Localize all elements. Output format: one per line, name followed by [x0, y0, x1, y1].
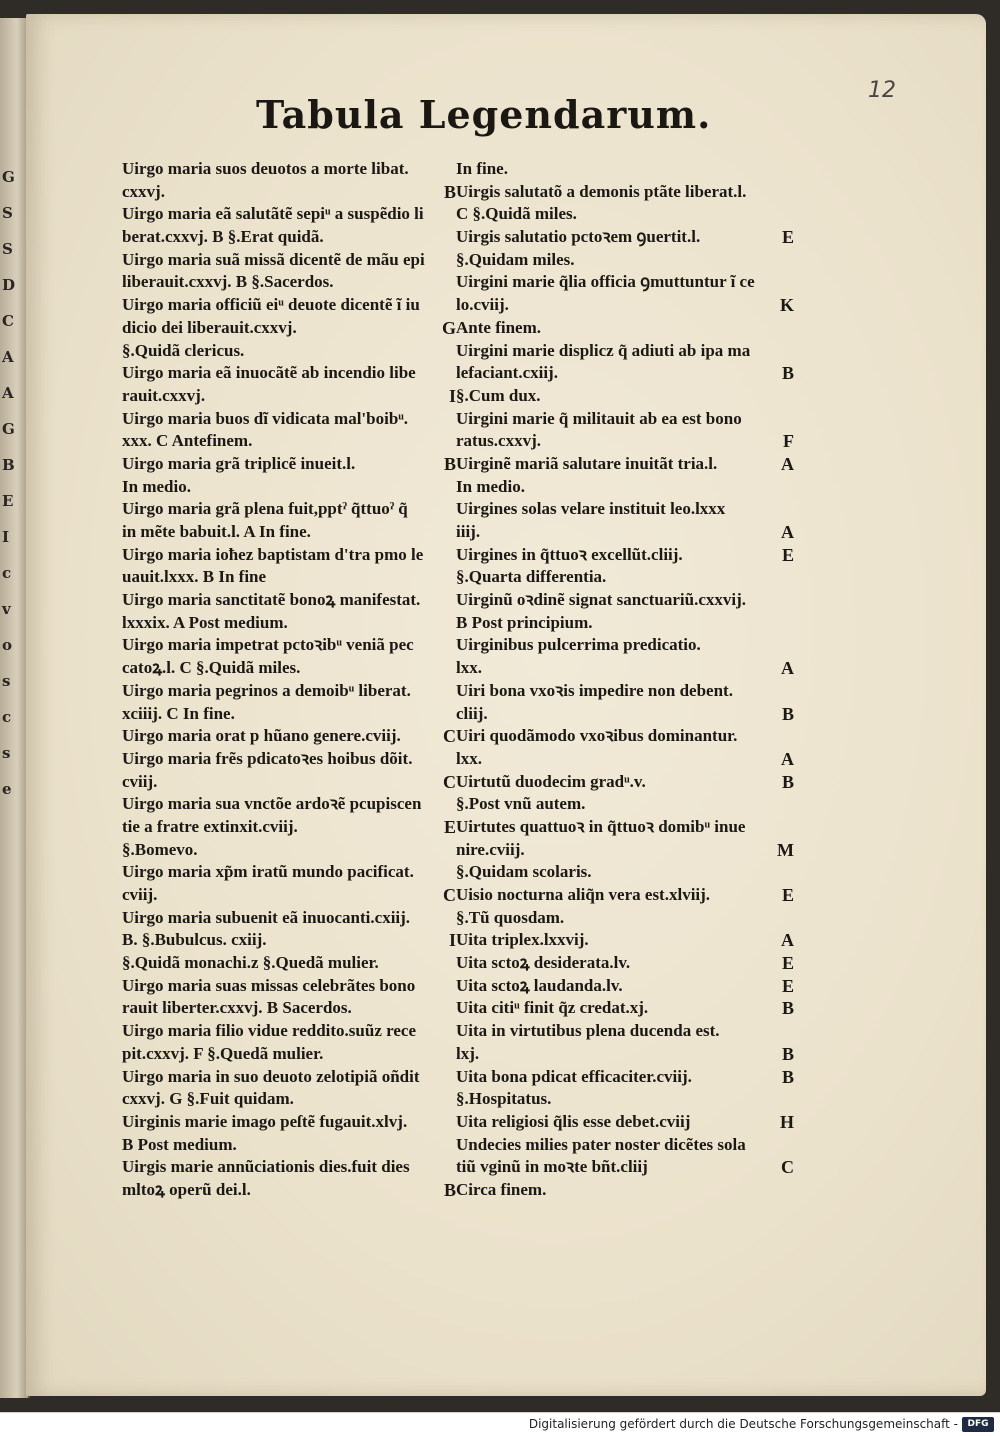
- book-page: [26, 14, 986, 1396]
- left-column-line: [122, 566, 458, 589]
- section-letter-marker: C: [781, 1157, 794, 1178]
- section-letter-marker: F: [783, 431, 794, 452]
- section-letter-marker: H: [779, 1111, 794, 1132]
- right-column-line: [456, 203, 796, 226]
- left-column-line: [122, 1043, 458, 1066]
- right-column-line: [456, 294, 796, 317]
- entry-text: Uirgo maria impetrat pctoꝛibᵘ veniã pec: [122, 635, 414, 655]
- section-letter-marker: B: [443, 181, 456, 202]
- section-letter-marker: B: [781, 1043, 794, 1064]
- left-column-line: [122, 271, 458, 294]
- right-column-line: [456, 566, 796, 589]
- entry-text: lefaciant.cxiij.: [456, 363, 558, 383]
- entry-text: Uirgo maria pegrinos a demoibᵘ liberat.: [122, 680, 411, 700]
- entry-text: Uiri quodãmodo vxoꝛibus dominantur.: [456, 726, 738, 746]
- entry-text: Uirgo maria in suo deuoto zelotipiã oñdit: [122, 1066, 420, 1086]
- entry-text: §.Quarta differentia.: [456, 567, 607, 587]
- entry-text: §.Tũ quosdam.: [456, 907, 565, 927]
- right-column-line: [456, 1088, 796, 1111]
- entry-text: Uirginis marie imago peſtẽ fugauit.xlvj.: [122, 1111, 408, 1131]
- entry-text: lxx.: [456, 748, 482, 768]
- right-column-line: [456, 907, 796, 930]
- entry-text: Uita citiᵘ finit q̃z credat.xj.: [456, 998, 649, 1018]
- left-column-line: [122, 317, 458, 340]
- entry-text: Uirgines solas velare instituit leo.lxxx: [456, 499, 726, 519]
- right-column-line: [456, 453, 796, 476]
- footer-credit-text: Digitalisierung gefördert durch die Deutsche Forschungsgemeinschaft -: [528, 1417, 958, 1431]
- left-column-line: [122, 703, 458, 726]
- entry-text: Uiri bona vxoꝛis impedire non debent.: [456, 680, 733, 700]
- left-column-line: [122, 997, 458, 1020]
- section-letter-marker: K: [779, 295, 794, 316]
- entry-text: Uita sctoꝝ desiderata.lv.: [456, 953, 631, 973]
- section-letter-marker: B: [443, 1179, 456, 1200]
- right-column-line: [456, 1020, 796, 1043]
- left-column-line: [122, 181, 458, 204]
- section-letter-marker: A: [781, 453, 794, 474]
- entry-text: in mẽte babuit.l. A In fine.: [122, 522, 311, 541]
- section-letter-marker: M: [777, 839, 794, 860]
- section-letter-marker: B: [781, 998, 794, 1019]
- entry-text: Uirgo maria grã plena fuit,pptˀ q̃ttuoˀ q̃: [122, 499, 408, 519]
- section-letter-marker: B: [443, 453, 456, 474]
- left-column-line: [122, 725, 458, 748]
- entry-text: Uirginẽ mariã salutare inuitãt tria.l.: [456, 453, 718, 473]
- left-column-line: [122, 839, 458, 862]
- right-column-line: [456, 703, 796, 726]
- left-column-line: [122, 544, 458, 567]
- right-column-line: [456, 861, 796, 884]
- entry-text: cxxvj.: [122, 181, 165, 201]
- entry-text: tiũ vginũ in moꝛte bñt.cliij: [456, 1157, 648, 1177]
- entry-text: lxxxix. A Post medium.: [122, 612, 288, 632]
- previous-page-letter: A: [2, 348, 14, 366]
- right-column-line: [456, 385, 796, 408]
- left-column-line: [122, 952, 458, 975]
- entry-text: lo.cviij.: [456, 295, 509, 315]
- right-column-line: [456, 680, 796, 703]
- left-column-line: [122, 294, 458, 317]
- left-column-line: [122, 771, 458, 794]
- left-column-line: [122, 1066, 458, 1089]
- entry-text: Uirginũ oꝛdinẽ signat sanctuariũ.cxxvij.: [456, 590, 747, 610]
- entry-text: catoꝝ.l. C §.Quidã miles.: [122, 658, 301, 678]
- left-column-line: [122, 1020, 458, 1043]
- right-column-line: [456, 521, 796, 544]
- section-letter-marker: E: [781, 975, 794, 996]
- entry-text: §.Post vnũ autem.: [456, 794, 586, 814]
- section-letter-marker: A: [781, 658, 794, 679]
- entry-text: Uirgo maria subuenit eã inuocanti.cxiij.: [122, 907, 411, 927]
- previous-page-letter: v: [2, 600, 11, 618]
- left-column-line: [122, 158, 458, 181]
- left-column-line: [122, 1179, 458, 1202]
- right-column-line: [456, 816, 796, 839]
- right-column-line: [456, 1179, 796, 1202]
- right-column-line: [456, 589, 796, 612]
- right-column-line: [456, 249, 796, 272]
- section-letter-marker: E: [443, 816, 456, 837]
- entry-text: Uirgines in q̃ttuoꝛ excellũt.cliij.: [456, 544, 683, 564]
- entry-text: lxx.: [456, 658, 482, 678]
- entry-text: Ante finem.: [456, 317, 541, 337]
- entry-text: §.Quidam miles.: [456, 249, 575, 269]
- entry-text: cviij.: [122, 771, 158, 791]
- section-letter-marker: C: [443, 885, 456, 905]
- right-column-line: [456, 1134, 796, 1157]
- left-column-line: [122, 907, 458, 930]
- left-column-line: [122, 680, 458, 703]
- entry-text: Uirgo maria suas missas celebrãtes bono: [122, 975, 416, 995]
- entry-text: nire.cviij.: [456, 839, 525, 859]
- right-column-line: [456, 793, 796, 816]
- left-column-line: [122, 793, 458, 816]
- entry-text: iiij.: [456, 522, 481, 541]
- right-column-line: [456, 226, 796, 249]
- left-column-line: [122, 362, 458, 385]
- entry-text: C §.Quidã miles.: [456, 204, 577, 224]
- previous-page-letter: E: [2, 492, 14, 510]
- previous-page-letter: I: [2, 528, 10, 546]
- index-column-right: [456, 158, 796, 1202]
- right-column-line: [456, 1111, 796, 1134]
- right-column-line: [456, 997, 796, 1020]
- left-column-line: [122, 430, 458, 453]
- previous-page-letter: B: [2, 456, 15, 474]
- left-column-line: [122, 884, 458, 907]
- right-column-line: [456, 975, 796, 998]
- left-column-line: [122, 861, 458, 884]
- right-column-line: [456, 158, 796, 181]
- entry-text: Uirgis salutatõ a demonis ptãte liberat.l.: [456, 181, 747, 201]
- previous-page-letter: G: [2, 420, 15, 438]
- right-column-line: [456, 725, 796, 748]
- entry-text: Uirgini marie q̃lia officia ꝯmuttuntur ĩ ce: [456, 272, 755, 292]
- section-letter-marker: I: [448, 930, 456, 951]
- entry-text: §.Quidã clericus.: [122, 340, 245, 360]
- entry-text: Uita sctoꝝ laudanda.lv.: [456, 975, 623, 995]
- entry-text: Uirgo maria eã inuocãtẽ ab incendio libe: [122, 363, 416, 383]
- previous-page-letter: A: [2, 384, 14, 402]
- entry-text: Uirgo maria buos dĩ vidicata mal'boibᵘ.: [122, 408, 409, 428]
- entry-text: pit.cxxvj. F §.Quedã mulier.: [122, 1043, 324, 1063]
- previous-page-letter: c: [2, 708, 12, 726]
- entry-text: berat.cxxvj. B §.Erat quidã.: [122, 227, 324, 247]
- section-letter-marker: B: [781, 1066, 794, 1087]
- section-letter-marker: I: [448, 385, 456, 406]
- left-column-line: [122, 1134, 458, 1157]
- entry-text: cliij.: [456, 703, 488, 723]
- left-column-line: [122, 408, 458, 431]
- right-column-line: [456, 771, 796, 794]
- entry-text: B Post medium.: [122, 1134, 237, 1154]
- right-column-line: [456, 612, 796, 635]
- entry-text: Uita religiosi q̃lis esse debet.cviij: [456, 1111, 691, 1131]
- previous-page-letter: o: [2, 636, 13, 654]
- left-column-line: [122, 340, 458, 363]
- entry-text: Undecies milies pater noster dicẽtes sola: [456, 1134, 746, 1154]
- entry-text: Uirgo maria sua vnctõe ardoꝛẽ pcupiscen: [122, 794, 422, 814]
- left-column-line: [122, 521, 458, 544]
- entry-text: Uirginibus pulcerrima predicatio.: [456, 635, 701, 655]
- entry-text: §.Hospitatus.: [456, 1089, 552, 1109]
- entry-text: rauit.cxxvj.: [122, 385, 206, 405]
- entry-text: Circa finem.: [456, 1179, 547, 1199]
- right-column-line: [456, 1156, 796, 1179]
- folio-number: 12: [868, 78, 896, 103]
- entry-text: Uita in virtutibus plena ducenda est.: [456, 1021, 720, 1041]
- left-column-line: [122, 498, 458, 521]
- right-column-line: [456, 317, 796, 340]
- right-column-line: [456, 884, 796, 907]
- entry-text: Uirgini marie q̃ militauit ab ea est bono: [456, 408, 742, 428]
- right-column-line: [456, 657, 796, 680]
- section-letter-marker: B: [781, 703, 794, 724]
- entry-text: Uirgis salutatio pctoꝛem ꝯuertit.l.: [456, 227, 701, 247]
- entry-text: uauit.lxxx. B In fine: [122, 567, 267, 587]
- entry-text: Uirgo maria orat p hũano genere.cviij.: [122, 726, 401, 746]
- right-column-line: [456, 430, 796, 453]
- entry-text: mltoꝝ operũ dei.l.: [122, 1179, 251, 1199]
- entry-text: Uita bona pdicat efficaciter.cviij.: [456, 1066, 692, 1086]
- right-column-line: [456, 952, 796, 975]
- entry-text: Uirgo maria xp̃m iratũ mundo pacificat.: [122, 862, 414, 882]
- section-letter-marker: E: [781, 544, 794, 565]
- entry-text: Uirgo maria frẽs pdicatoꝛes hoibus dõit.: [122, 748, 413, 768]
- entry-text: §.Quidam scolaris.: [456, 862, 592, 882]
- right-column-line: [456, 634, 796, 657]
- entry-text: Uita triplex.lxxvij.: [456, 930, 589, 950]
- section-letter-marker: B: [781, 363, 794, 384]
- previous-page-letter: e: [2, 780, 12, 798]
- page-title: Tabula Legendarum.: [256, 92, 712, 137]
- left-column-line: [122, 453, 458, 476]
- right-column-line: [456, 476, 796, 499]
- entry-text: §.Quidã monachi.z §.Quedã mulier.: [122, 953, 379, 973]
- entry-text: xxx. C Antefinem.: [122, 431, 253, 451]
- left-column-line: [122, 816, 458, 839]
- entry-text: Uirtutes quattuoꝛ in q̃ttuoꝛ domibᵘ inue: [456, 816, 746, 836]
- left-column-line: [122, 476, 458, 499]
- entry-text: liberauit.cxxvj. B §.Sacerdos.: [122, 272, 334, 292]
- section-letter-marker: E: [781, 953, 794, 974]
- left-column-line: [122, 929, 458, 952]
- section-letter-marker: B: [781, 771, 794, 792]
- entry-text: rauit liberter.cxxvj. B Sacerdos.: [122, 998, 352, 1018]
- previous-page-letter: s: [2, 744, 11, 762]
- right-column-line: [456, 181, 796, 204]
- previous-page-letter: D: [2, 276, 16, 294]
- previous-page-marginal-letters: [2, 168, 24, 798]
- left-column-line: [122, 249, 458, 272]
- previous-page-letter: S: [2, 240, 13, 258]
- right-column-line: [456, 929, 796, 952]
- entry-text: B Post principium.: [456, 612, 593, 632]
- left-column-line: [122, 1088, 458, 1111]
- entry-text: ratus.cxxvj.: [456, 431, 541, 451]
- right-column-line: [456, 1066, 796, 1089]
- section-letter-marker: A: [781, 748, 794, 769]
- left-column-line: [122, 385, 458, 408]
- previous-page-letter: c: [2, 564, 12, 582]
- entry-text: Uirgo maria suã missã dicentẽ de mãu epi: [122, 249, 425, 269]
- right-column-line: [456, 340, 796, 363]
- entry-text: B. §.Bubulcus. cxiij.: [122, 930, 267, 950]
- entry-text: Uirgo maria ioħez baptistam d'tra pmo le: [122, 544, 424, 564]
- entry-text: Uirgis marie annũciationis dies.fuit dies: [122, 1157, 410, 1177]
- entry-text: Uirgo maria suos deuotos a morte libat.: [122, 159, 409, 178]
- right-column-line: [456, 544, 796, 567]
- right-column-line: [456, 839, 796, 862]
- entry-text: Uirgo maria officiũ eiᵘ deuote dicentẽ ĩ iu: [122, 295, 420, 315]
- previous-page-letter: s: [2, 672, 11, 690]
- right-column-line: [456, 498, 796, 521]
- entry-text: §.Bomevo.: [122, 839, 198, 859]
- previous-page-letter: S: [2, 204, 13, 222]
- right-column-line: [456, 362, 796, 385]
- entry-text: Uirgo maria sanctitatẽ bonoꝝ manifestat.: [122, 590, 421, 610]
- left-column-line: [122, 975, 458, 998]
- right-column-line: [456, 1043, 796, 1066]
- entry-text: In medio.: [122, 476, 191, 496]
- entry-text: dicio dei liberauit.cxxvj.: [122, 317, 297, 337]
- left-column-line: [122, 226, 458, 249]
- section-letter-marker: E: [781, 885, 794, 905]
- section-letter-marker: C: [443, 771, 456, 792]
- left-column-line: [122, 612, 458, 635]
- previous-page-letter: C: [2, 312, 14, 330]
- right-column-line: [456, 748, 796, 771]
- entry-text: Uirgo maria eã salutãtẽ sepiᵘ a suspẽdio li: [122, 204, 424, 224]
- entry-text: §.Cum dux.: [456, 385, 541, 405]
- entry-text: tie a fratre extinxit.cviij.: [122, 816, 298, 836]
- previous-page-letter: G: [2, 168, 15, 186]
- entry-text: cviij.: [122, 885, 158, 904]
- section-letter-marker: A: [781, 522, 794, 542]
- entry-text: Uirgo maria grã triplicẽ inueit.l.: [122, 453, 356, 473]
- left-column-line: [122, 1111, 458, 1134]
- dfg-logo: DFG: [962, 1417, 994, 1432]
- right-column-line: [456, 408, 796, 431]
- section-letter-marker: G: [441, 317, 456, 338]
- entry-text: Uirgini marie displicz q̃ adiuti ab ipa ma: [456, 340, 751, 360]
- entry-text: Uirtutũ duodecim gradᵘ.v.: [456, 771, 646, 791]
- entry-text: In fine.: [456, 159, 508, 178]
- entry-text: In medio.: [456, 476, 525, 496]
- digitization-footer: [0, 1412, 1000, 1436]
- index-column-left: [122, 158, 458, 1202]
- left-column-line: [122, 1156, 458, 1179]
- left-column-line: [122, 748, 458, 771]
- section-letter-marker: E: [781, 227, 794, 248]
- section-letter-marker: A: [781, 930, 794, 951]
- right-column-line: [456, 271, 796, 294]
- entry-text: cxxvj. G §.Fuit quidam.: [122, 1089, 294, 1109]
- left-column-line: [122, 589, 458, 612]
- left-column-line: [122, 657, 458, 680]
- entry-text: xciiij. C In fine.: [122, 703, 235, 723]
- left-column-line: [122, 634, 458, 657]
- entry-text: lxj.: [456, 1043, 480, 1063]
- section-letter-marker: C: [443, 726, 456, 747]
- left-column-line: [122, 203, 458, 226]
- entry-text: Uisio nocturna aliq̃n vera est.xlviij.: [456, 885, 711, 904]
- entry-text: Uirgo maria filio vidue reddito.suũz rece: [122, 1021, 417, 1041]
